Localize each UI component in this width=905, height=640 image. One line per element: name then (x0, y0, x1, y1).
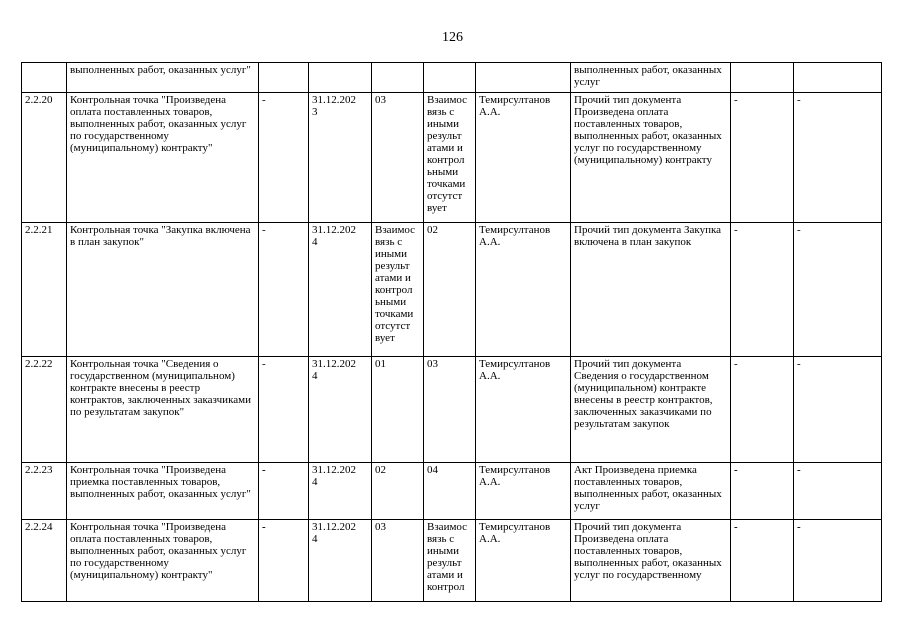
page-number: 126 (442, 30, 463, 45)
predecessor-cell (372, 63, 424, 93)
successor-cell (424, 63, 476, 93)
column-3-cell: - (259, 93, 309, 223)
column-9-cell: - (731, 223, 794, 357)
column-3-cell: - (259, 463, 309, 520)
column-10-cell: - (794, 520, 882, 602)
checkpoint-name-cell: Контрольная точка "Закупка включена в план закупок" (67, 223, 259, 357)
predecessor-cell: 01 (372, 357, 424, 463)
column-3-cell (259, 63, 309, 93)
predecessor-cell: 03 (372, 520, 424, 602)
plan-table (21, 62, 882, 602)
column-10-cell: - (794, 357, 882, 463)
responsible-cell (476, 63, 571, 93)
table-row (22, 63, 882, 93)
checkpoint-name-cell: Контрольная точка "Сведения о государственном (муниципальном) контракте внесены в реестр контрактов, заключенных заказчиками по результатам закупок" (67, 357, 259, 463)
checkpoint-name-cell: Контрольная точка "Произведена оплата поставленных товаров, выполненных работ, оказанных услуг по государственному (муниципальному) контракту" (67, 93, 259, 223)
document-type-cell: Прочий тип документа Сведения о государственном (муниципальном) контракте внесены в реестр контрактов, заключенных заказчиками по результатам закупок (571, 357, 731, 463)
responsible-cell: Темирсултанов А.А. (476, 93, 571, 223)
column-3-cell: - (259, 223, 309, 357)
table-row (22, 520, 882, 602)
responsible-cell: Темирсултанов А.А. (476, 520, 571, 602)
column-9-cell: - (731, 93, 794, 223)
predecessor-cell: Взаимос вязь с иными результ атами и контрол ьными точками отсутст вует (372, 223, 424, 357)
document-type-cell: Акт Произведена приемка поставленных товаров, выполненных работ, оказанных услуг (571, 463, 731, 520)
row-number-cell (22, 63, 67, 93)
column-10-cell (794, 63, 882, 93)
column-3-cell: - (259, 357, 309, 463)
successor-cell: 04 (424, 463, 476, 520)
checkpoint-name-cell: выполненных работ, оказанных услуг" (67, 63, 259, 93)
date-cell (309, 63, 372, 93)
column-9-cell (731, 63, 794, 93)
row-number-cell: 2.2.22 (22, 357, 67, 463)
column-10-cell: - (794, 223, 882, 357)
date-cell: 31.12.202 3 (309, 93, 372, 223)
column-9-cell: - (731, 357, 794, 463)
checkpoint-name-cell: Контрольная точка "Произведена приемка поставленных товаров, выполненных работ, оказанных услуг" (67, 463, 259, 520)
date-cell: 31.12.202 4 (309, 357, 372, 463)
row-number-cell: 2.2.24 (22, 520, 67, 602)
row-number-cell: 2.2.23 (22, 463, 67, 520)
responsible-cell: Темирсултанов А.А. (476, 357, 571, 463)
row-number-cell: 2.2.21 (22, 223, 67, 357)
date-cell: 31.12.202 4 (309, 463, 372, 520)
table-row (22, 93, 882, 223)
document-type-cell: Прочий тип документа Закупка включена в план закупок (571, 223, 731, 357)
column-10-cell: - (794, 463, 882, 520)
checkpoint-name-cell: Контрольная точка "Произведена оплата поставленных товаров, выполненных работ, оказанных услуг по государственному (муниципальному) контракту" (67, 520, 259, 602)
document-type-cell: Прочий тип документа Произведена оплата поставленных товаров, выполненных работ, оказанных услуг по государственному (571, 520, 731, 602)
predecessor-cell: 03 (372, 93, 424, 223)
document-type-cell: Прочий тип документа Произведена оплата поставленных товаров, выполненных работ, оказанных услуг по государственному (муниципальному) контракту (571, 93, 731, 223)
column-10-cell: - (794, 93, 882, 223)
document-type-cell: выполненных работ, оказанных услуг (571, 63, 731, 93)
column-9-cell: - (731, 463, 794, 520)
date-cell: 31.12.202 4 (309, 520, 372, 602)
responsible-cell: Темирсултанов А.А. (476, 463, 571, 520)
column-9-cell: - (731, 520, 794, 602)
successor-cell: 03 (424, 357, 476, 463)
table-row (22, 463, 882, 520)
row-number-cell: 2.2.20 (22, 93, 67, 223)
responsible-cell: Темирсултанов А.А. (476, 223, 571, 357)
date-cell: 31.12.202 4 (309, 223, 372, 357)
table-row (22, 357, 882, 463)
column-3-cell: - (259, 520, 309, 602)
successor-cell: 02 (424, 223, 476, 357)
table-row (22, 223, 882, 357)
predecessor-cell: 02 (372, 463, 424, 520)
successor-cell: Взаимос вязь с иными результ атами и контрол (424, 520, 476, 602)
successor-cell: Взаимос вязь с иными результ атами и контрол ьными точками отсутст вует (424, 93, 476, 223)
